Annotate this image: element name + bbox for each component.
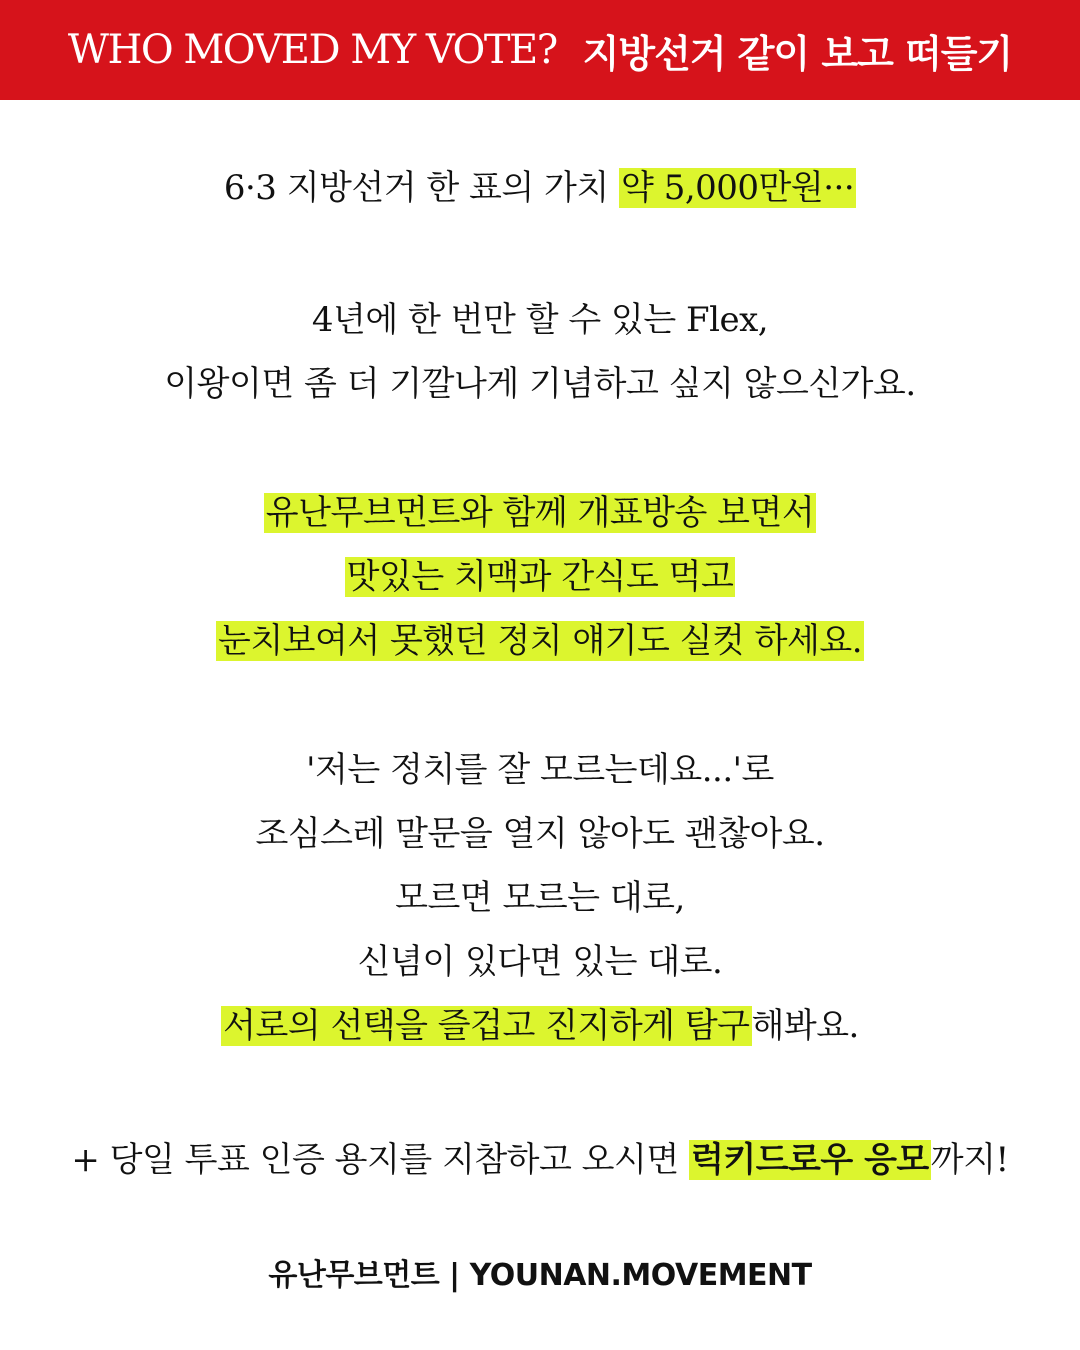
flex-line-2: 이왕이면 좀 더 기깔나게 기념하고 싶지 않으신가요. <box>164 364 916 404</box>
politics-line-2: 조심스레 말문을 열지 않아도 괜찮아요. <box>255 814 825 854</box>
header-title-ko: 지방선거 같이 보고 떠들기 <box>582 31 1013 76</box>
explore-highlight: 서로의 선택을 즐겁고 진지하게 탐구 <box>223 1006 750 1046</box>
header-title-en: WHO MOVED MY VOTE? <box>67 27 557 73</box>
event-highlight-1: 유난무브먼트와 함께 개표방송 보면서 <box>265 493 815 533</box>
event-line-3 <box>0 617 1080 665</box>
footer-brand: 유난무브먼트 | YOUNAN.MOVEMENT <box>268 1258 812 1293</box>
vote-value-text: 6·3 지방선거 한 표의 가치 <box>223 168 620 208</box>
lucky-draw-text-after: 까지! <box>930 1140 1009 1180</box>
event-line-2 <box>0 553 1080 601</box>
vote-value-highlight: 약 5,000만원··· <box>621 168 855 208</box>
politics-line-1: '저는 정치를 잘 모르는데요...'로 <box>306 750 774 790</box>
explore-text: 해봐요. <box>751 1006 859 1046</box>
vote-value-line <box>0 164 1080 212</box>
politics-line-3: 모르면 모르는 대로, <box>395 878 685 918</box>
event-highlight-3: 눈치보여서 못했던 정치 얘기도 실컷 하세요. <box>217 621 863 661</box>
lucky-draw-text-before: + 당일 투표 인증 용지를 지참하고 오시면 <box>71 1140 690 1180</box>
event-line-1 <box>0 489 1080 537</box>
flex-line-1: 4년에 한 번만 할 수 있는 Flex, <box>311 300 769 340</box>
event-highlight-2: 맛있는 치맥과 간식도 먹고 <box>346 557 734 597</box>
lucky-draw-highlight: 럭키드로우 응모 <box>691 1140 929 1180</box>
lucky-draw-line <box>0 1136 1080 1184</box>
politics-line-4: 신념이 있다면 있는 대로. <box>357 942 723 982</box>
header-banner <box>0 0 1080 100</box>
politics-line-5 <box>0 1002 1080 1050</box>
